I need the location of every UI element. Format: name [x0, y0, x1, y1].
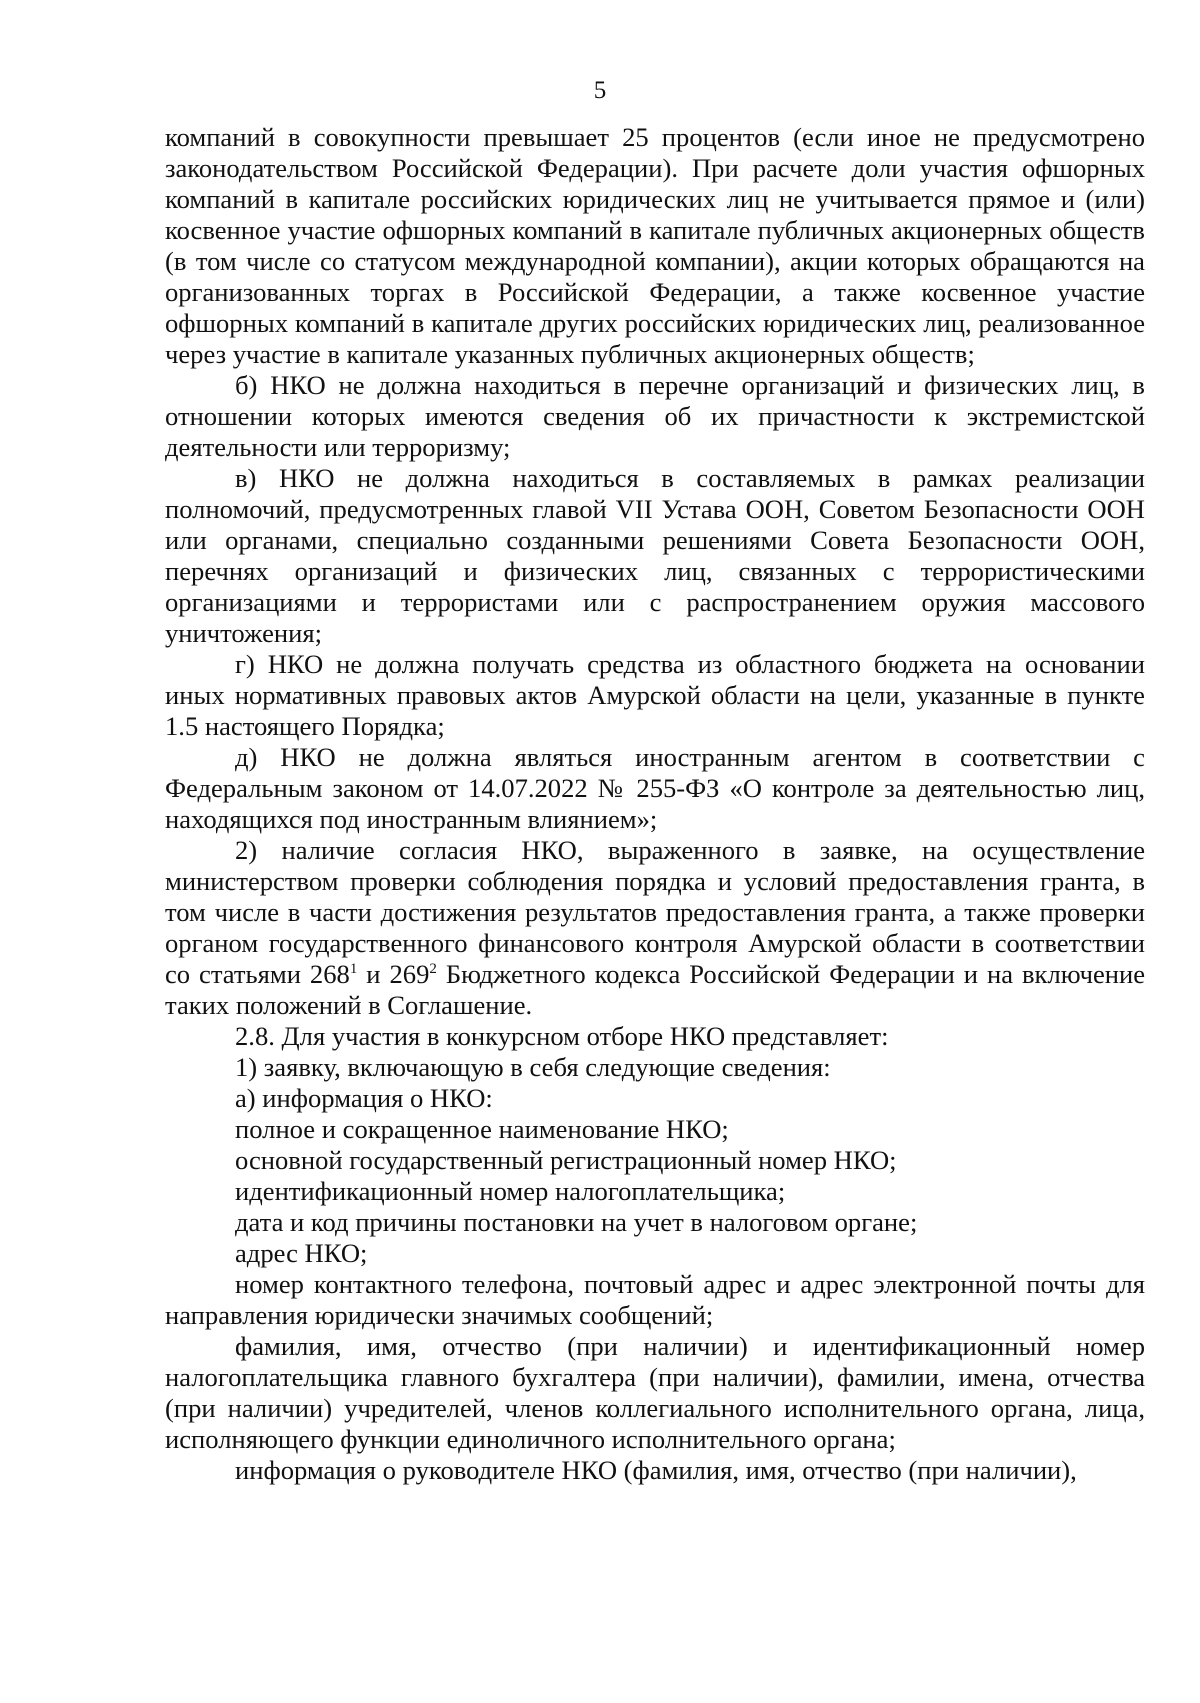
document-body — [165, 122, 1145, 1486]
paragraph-nko-info: а) информация о НКО: — [235, 1083, 493, 1113]
paragraph-accountant-founders: фамилия, имя, отчество (при наличии) и идентификационный номер налогоплательщика главного бухгалтера (при наличии), фамилии, имена, отчества (при наличии) учредителей, членов коллегиального исполнительного органа, лица, исполняющего функции единоличного исполнительного органа; — [165, 1331, 1145, 1454]
paragraph-inn: идентификационный номер налогоплательщика; — [235, 1176, 786, 1206]
paragraph-application: 1) заявку, включающую в себя следующие сведения: — [235, 1052, 831, 1082]
paragraph-item-v: в) НКО не должна находиться в составляемых в рамках реализации полномочий, предусмотренных главой VII Устава ООН, Советом Безопасности ООН или органами, специально созданными решениями Совета Безопасности ООН, перечнях организаций и физических лиц, связанных с террористическими организациями и террористами или с распространением оружия массового уничтожения; — [165, 463, 1145, 648]
paragraph-ogrn: основной государственный регистрационный номер НКО; — [235, 1145, 897, 1175]
paragraph-offshore-participation: компаний в совокупности превышает 25 процентов (если иное не предусмотрено законодательством Российской Федерации). При расчете доли участия офшорных компаний в капитале российских юридических лиц не учитывается прямое и (или) косвенное участие офшорных компаний в капитале публичных акционерных обществ (в том числе со статусом международной компании), акции которых обращаются на организованных торгах в Российской Федерации, а также косвенное участие офшорных компаний в капитале других российских юридических лиц, реализованное через участие в капитале указанных публичных акционерных обществ; — [165, 122, 1145, 369]
paragraph-contacts: номер контактного телефона, почтовый адрес и адрес электронной почты для направления юридически значимых сообщений; — [165, 1269, 1145, 1330]
article-269-superscript: 2 — [429, 961, 437, 978]
paragraph-address: адрес НКО; — [235, 1238, 368, 1268]
paragraph-item-2-consent — [165, 835, 1145, 1021]
paragraph-item-g: г) НКО не должна получать средства из областного бюджета на основании иных нормативных правовых актов Амурской области на цели, указанные в пункте 1.5 настоящего Порядка; — [165, 649, 1145, 741]
article-268-superscript: 1 — [349, 961, 358, 978]
consent-text-part-3: Бюджетного кодекса Российской Федерации и на включение таких положений в Соглашение. — [165, 959, 1146, 1020]
paragraph-head-info: информация о руководителе НКО (фамилия, имя, отчество (при наличии), — [235, 1455, 1077, 1485]
consent-text-part-2: и 269 — [357, 959, 430, 989]
paragraph-registration-date: дата и код причины постановки на учет в налоговом органе; — [235, 1207, 918, 1237]
paragraph-section-2-8: 2.8. Для участия в конкурсном отборе НКО представляет: — [235, 1021, 889, 1051]
paragraph-item-d: д) НКО не должна являться иностранным агентом в соответствии с Федеральным законом от 14.07.2022 № 255-ФЗ «О контроле за деятельностью лиц, находящихся под иностранным влиянием»; — [165, 742, 1145, 834]
paragraph-full-name: полное и сокращенное наименование НКО; — [235, 1114, 729, 1144]
paragraph-item-b: б) НКО не должна находиться в перечне организаций и физических лиц, в отношении которых имеются сведения об их причастности к экстремистской деятельности или терроризму; — [165, 370, 1145, 462]
page-number: 5 — [593, 77, 607, 104]
consent-text-part-1: 2) наличие согласия НКО, выраженного в заявке, на осуществление министерством проверки соблюдения порядка и условий предоставления гранта, в том числе в части достижения результатов предоставления гранта, а также проверки органом государственного финансового контроля Амурской области в соответствии со статьями 268 — [165, 835, 1145, 989]
